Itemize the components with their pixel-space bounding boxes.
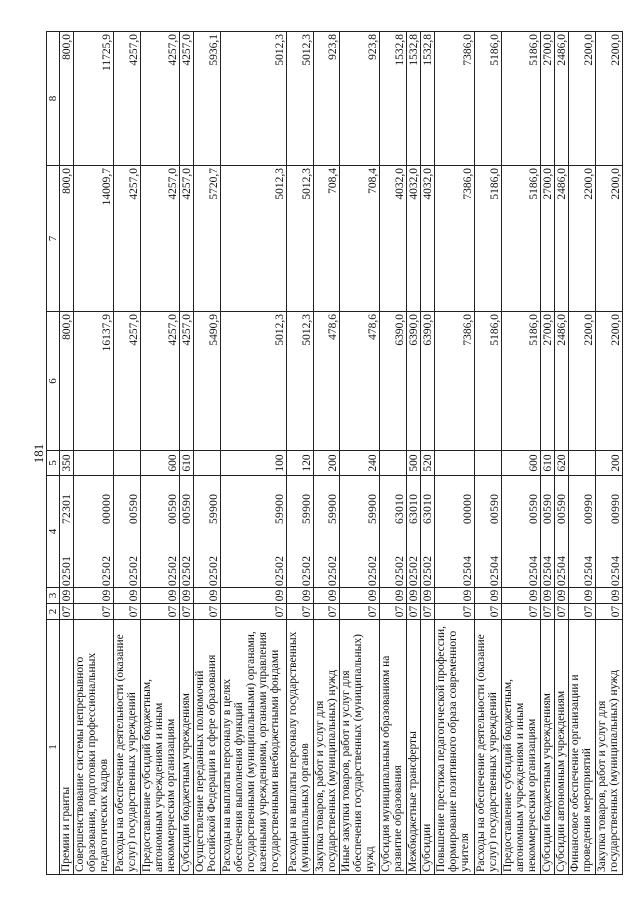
program-code: 02502 <box>127 555 140 586</box>
amount-col8: 5012,3 <box>221 32 287 166</box>
item-name: Субсидии <box>420 620 434 875</box>
item-name: Расходы на выплаты персоналу государственных (муниципальных) органов <box>286 620 313 875</box>
expense-type-code <box>474 451 501 476</box>
program-code: 02504 <box>583 555 596 586</box>
direction-code: 59900 <box>208 493 221 524</box>
section-code: 07 <box>420 604 434 620</box>
target-article-code <box>286 476 313 588</box>
amount-col6: 800,0 <box>60 312 74 451</box>
table-body <box>60 32 623 875</box>
rotated-content <box>20 32 623 875</box>
target-article-code <box>313 476 340 588</box>
program-code: 02502 <box>208 555 221 586</box>
item-name: Расходы на выплаты персоналу в целях обеспечения выполнения функций государственными (муниципальными) органами, казенными учреждениями, органами управления государственными внебюджетными фондами <box>221 620 287 875</box>
subsection-code: 09 <box>73 588 113 604</box>
column-number: 5 <box>47 451 60 476</box>
program-code: 02504 <box>610 555 622 586</box>
expense-type-code: 610 <box>180 451 194 476</box>
amount-col6: 7386,0 <box>434 312 474 451</box>
subsection-code: 09 <box>406 588 420 604</box>
section-code: 07 <box>596 604 623 620</box>
item-name: Субсидия муниципальным образованиям на развитие образования <box>380 620 407 875</box>
amount-col7: 5012,3 <box>221 166 287 312</box>
program-code: 02502 <box>100 555 113 586</box>
direction-code: 59900 <box>367 493 380 524</box>
subsection-code: 09 <box>569 588 596 604</box>
direction-code: 00590 <box>556 493 569 524</box>
subsection-code: 09 <box>194 588 221 604</box>
expense-type-code: 240 <box>340 451 380 476</box>
target-article-code <box>406 476 420 588</box>
table-row <box>541 32 555 875</box>
amount-col7: 5186,0 <box>474 166 501 312</box>
column-number: 3 <box>47 588 60 604</box>
amount-col6: 2700,0 <box>541 312 555 451</box>
expense-type-code: 600 <box>140 451 180 476</box>
subsection-code: 09 <box>434 588 474 604</box>
amount-col8: 2200,0 <box>596 32 623 166</box>
expense-type-code <box>434 451 474 476</box>
amount-col7: 5012,3 <box>286 166 313 312</box>
target-article-code <box>73 476 113 588</box>
program-code: 02502 <box>300 555 313 586</box>
table-row <box>501 32 541 875</box>
amount-col7: 14009,7 <box>73 166 113 312</box>
section-code: 07 <box>340 604 380 620</box>
item-name: Субсидии автономным учреждениям <box>555 620 569 875</box>
amount-col7: 4032,0 <box>406 166 420 312</box>
expense-type-code: 350 <box>60 451 74 476</box>
table-row <box>406 32 420 875</box>
item-name: Расходы на обеспечение деятельности (оказание услуг) государственных учреждений <box>113 620 140 875</box>
expense-type-code: 610 <box>541 451 555 476</box>
direction-code: 00590 <box>127 493 140 524</box>
column-number: 6 <box>47 312 60 451</box>
table-row <box>596 32 623 875</box>
table-row <box>434 32 474 875</box>
direction-code: 59900 <box>327 493 340 524</box>
expense-type-code: 500 <box>406 451 420 476</box>
amount-col8: 2700,0 <box>541 32 555 166</box>
direction-code: 00000 <box>461 493 474 524</box>
program-code: 02502 <box>181 555 194 586</box>
amount-col6: 478,6 <box>313 312 340 451</box>
table-row <box>194 32 221 875</box>
subsection-code: 09 <box>140 588 180 604</box>
item-name: Закупка товаров, работ и услуг для государственных (муниципальных) нужд <box>313 620 340 875</box>
target-article-code <box>113 476 140 588</box>
table-row <box>180 32 194 875</box>
column-number: 2 <box>47 604 60 620</box>
amount-col8: 7386,0 <box>434 32 474 166</box>
target-article-code <box>180 476 194 588</box>
program-code: 02504 <box>556 555 569 586</box>
subsection-code: 09 <box>501 588 541 604</box>
target-article-code <box>140 476 180 588</box>
amount-col6: 2200,0 <box>569 312 596 451</box>
direction-code: 00590 <box>488 493 501 524</box>
item-name: Повышение престижа педагогической профессии, формирование позитивного образа современного учителя <box>434 620 474 875</box>
subsection-code: 09 <box>340 588 380 604</box>
expense-type-code: 200 <box>596 451 623 476</box>
amount-col6: 5012,3 <box>286 312 313 451</box>
amount-col8: 4257,0 <box>180 32 194 166</box>
amount-col7: 5186,0 <box>501 166 541 312</box>
expense-type-code <box>194 451 221 476</box>
amount-col7: 4032,0 <box>420 166 434 312</box>
column-number-row <box>47 32 60 875</box>
section-code: 07 <box>286 604 313 620</box>
program-code: 02504 <box>542 555 555 586</box>
column-number: 4 <box>47 476 60 588</box>
expense-type-code <box>380 451 407 476</box>
section-code: 07 <box>221 604 287 620</box>
amount-col8: 2200,0 <box>569 32 596 166</box>
table-row <box>286 32 313 875</box>
table-row <box>420 32 434 875</box>
amount-col7: 7386,0 <box>434 166 474 312</box>
program-code: 02502 <box>327 555 340 586</box>
direction-code: 00590 <box>181 493 194 524</box>
target-article-code <box>555 476 569 588</box>
amount-col8: 923,8 <box>340 32 380 166</box>
expense-type-code <box>569 451 596 476</box>
amount-col6: 4257,0 <box>140 312 180 451</box>
subsection-code: 09 <box>60 588 74 604</box>
item-name: Иные закупки товаров, работ и услуг для обеспечения государственных (муниципальных) нужд <box>340 620 380 875</box>
amount-col7: 800,0 <box>60 166 74 312</box>
section-code: 07 <box>434 604 474 620</box>
expense-type-code <box>73 451 113 476</box>
subsection-code: 09 <box>380 588 407 604</box>
section-code: 07 <box>541 604 555 620</box>
amount-col8: 5186,0 <box>501 32 541 166</box>
subsection-code: 09 <box>474 588 501 604</box>
amount-col6: 5490,9 <box>194 312 221 451</box>
target-article-code <box>501 476 541 588</box>
table-row <box>313 32 340 875</box>
program-code: 02502 <box>367 555 380 586</box>
subsection-code: 09 <box>113 588 140 604</box>
table-row <box>340 32 380 875</box>
subsection-code: 09 <box>286 588 313 604</box>
program-code: 02502 <box>167 555 180 586</box>
table-row <box>569 32 596 875</box>
subsection-code: 09 <box>420 588 434 604</box>
amount-col7: 4257,0 <box>180 166 194 312</box>
direction-code: 63010 <box>407 493 420 524</box>
item-name: Закупка товаров, работ и услуг для государственных (муниципальных) нужд <box>596 620 623 875</box>
section-code: 07 <box>569 604 596 620</box>
amount-col8: 800,0 <box>60 32 74 166</box>
target-article-code <box>60 476 74 588</box>
column-number: 7 <box>47 166 60 312</box>
program-code: 02504 <box>488 555 501 586</box>
direction-code: 63010 <box>393 493 406 524</box>
item-name: Премии и гранты <box>60 620 74 875</box>
section-code: 07 <box>60 604 74 620</box>
item-name: Субсидии бюджетным учреждениям <box>180 620 194 875</box>
amount-col6: 2486,0 <box>555 312 569 451</box>
section-code: 07 <box>474 604 501 620</box>
table-row <box>380 32 407 875</box>
expense-type-code: 520 <box>420 451 434 476</box>
section-code: 07 <box>194 604 221 620</box>
item-name: Совершенствование системы непрерывного образования, подготовки профессиональных педагогических кадров <box>73 620 113 875</box>
item-name: Предоставление субсидий бюджетным, автономным учреждениям и иным некоммерческим организациям <box>140 620 180 875</box>
direction-code: 00590 <box>167 493 180 524</box>
amount-col7: 708,4 <box>340 166 380 312</box>
amount-col6: 5186,0 <box>501 312 541 451</box>
amount-col6: 4257,0 <box>113 312 140 451</box>
amount-col6: 6390,0 <box>406 312 420 451</box>
amount-col8: 4257,0 <box>140 32 180 166</box>
program-code: 02502 <box>273 555 286 586</box>
target-article-code <box>221 476 287 588</box>
table-row <box>73 32 113 875</box>
target-article-code <box>340 476 380 588</box>
expense-type-code: 100 <box>221 451 287 476</box>
direction-code: 72301 <box>60 493 73 524</box>
amount-col7: 2200,0 <box>596 166 623 312</box>
direction-code: 00590 <box>528 493 541 524</box>
program-code: 02502 <box>421 555 434 586</box>
amount-col8: 1532,8 <box>406 32 420 166</box>
section-code: 07 <box>180 604 194 620</box>
subsection-code: 09 <box>596 588 623 604</box>
direction-code: 59900 <box>300 493 313 524</box>
amount-col6: 5186,0 <box>474 312 501 451</box>
column-number: 8 <box>47 32 60 166</box>
table-row <box>221 32 287 875</box>
expense-type-code: 620 <box>555 451 569 476</box>
amount-col8: 923,8 <box>313 32 340 166</box>
subsection-code: 09 <box>541 588 555 604</box>
amount-col8: 5012,3 <box>286 32 313 166</box>
amount-col6: 478,6 <box>340 312 380 451</box>
table-row <box>555 32 569 875</box>
budget-table <box>46 31 623 875</box>
direction-code: 59900 <box>273 493 286 524</box>
amount-col7: 4032,0 <box>380 166 407 312</box>
amount-col7: 4257,0 <box>113 166 140 312</box>
table-row <box>474 32 501 875</box>
amount-col7: 2200,0 <box>569 166 596 312</box>
target-article-code <box>434 476 474 588</box>
item-name: Межбюджетные трансферты <box>406 620 420 875</box>
column-number: 1 <box>47 620 60 875</box>
section-code: 07 <box>140 604 180 620</box>
amount-col8: 5186,0 <box>474 32 501 166</box>
amount-col6: 4257,0 <box>180 312 194 451</box>
direction-code: 00990 <box>610 493 622 524</box>
amount-col8: 2486,0 <box>555 32 569 166</box>
expense-type-code: 600 <box>501 451 541 476</box>
target-article-code <box>420 476 434 588</box>
page-number: 181 <box>31 443 46 464</box>
amount-col8: 5936,1 <box>194 32 221 166</box>
amount-col6: 6390,0 <box>420 312 434 451</box>
direction-code: 63010 <box>421 493 434 524</box>
target-article-code <box>596 476 623 588</box>
target-article-code <box>194 476 221 588</box>
amount-col6: 16137,9 <box>73 312 113 451</box>
item-name: Осуществление переданных полномочий Российской Федерации в сфере образования <box>194 620 221 875</box>
amount-col7: 2486,0 <box>555 166 569 312</box>
table-row <box>140 32 180 875</box>
expense-type-code: 200 <box>313 451 340 476</box>
table-row <box>60 32 74 875</box>
direction-code: 00990 <box>583 493 596 524</box>
section-code: 07 <box>380 604 407 620</box>
section-code: 07 <box>406 604 420 620</box>
subsection-code: 09 <box>555 588 569 604</box>
subsection-code: 09 <box>221 588 287 604</box>
program-code: 02502 <box>407 555 420 586</box>
amount-col8: 1532,8 <box>380 32 407 166</box>
amount-col8: 4257,0 <box>113 32 140 166</box>
subsection-code: 09 <box>180 588 194 604</box>
item-name: Расходы на обеспечение деятельности (оказание услуг) государственных учреждений <box>474 620 501 875</box>
target-article-code <box>541 476 555 588</box>
direction-code: 00000 <box>100 493 113 524</box>
direction-code: 00590 <box>542 493 555 524</box>
amount-col8: 1532,8 <box>420 32 434 166</box>
amount-col8: 11725,9 <box>73 32 113 166</box>
item-name: Субсидии бюджетным учреждениям <box>541 620 555 875</box>
amount-col7: 2700,0 <box>541 166 555 312</box>
expense-type-code: 120 <box>286 451 313 476</box>
section-code: 07 <box>313 604 340 620</box>
amount-col7: 4257,0 <box>140 166 180 312</box>
target-article-code <box>569 476 596 588</box>
item-name: Финансовое обеспечение организации и проведения мероприятий <box>569 620 596 875</box>
program-code: 02501 <box>60 555 73 586</box>
target-article-code <box>474 476 501 588</box>
table-row <box>113 32 140 875</box>
expense-type-code <box>113 451 140 476</box>
amount-col6: 2200,0 <box>596 312 623 451</box>
section-code: 07 <box>73 604 113 620</box>
section-code: 07 <box>555 604 569 620</box>
program-code: 02504 <box>461 555 474 586</box>
program-code: 02504 <box>528 555 541 586</box>
item-name: Предоставление субсидий бюджетным, автономным учреждениям и иным некоммерческим организациям <box>501 620 541 875</box>
subsection-code: 09 <box>313 588 340 604</box>
section-code: 07 <box>113 604 140 620</box>
amount-col7: 5720,7 <box>194 166 221 312</box>
amount-col7: 708,4 <box>313 166 340 312</box>
program-code: 02502 <box>393 555 406 586</box>
target-article-code <box>380 476 407 588</box>
amount-col6: 5012,3 <box>221 312 287 451</box>
section-code: 07 <box>501 604 541 620</box>
amount-col6: 6390,0 <box>380 312 407 451</box>
